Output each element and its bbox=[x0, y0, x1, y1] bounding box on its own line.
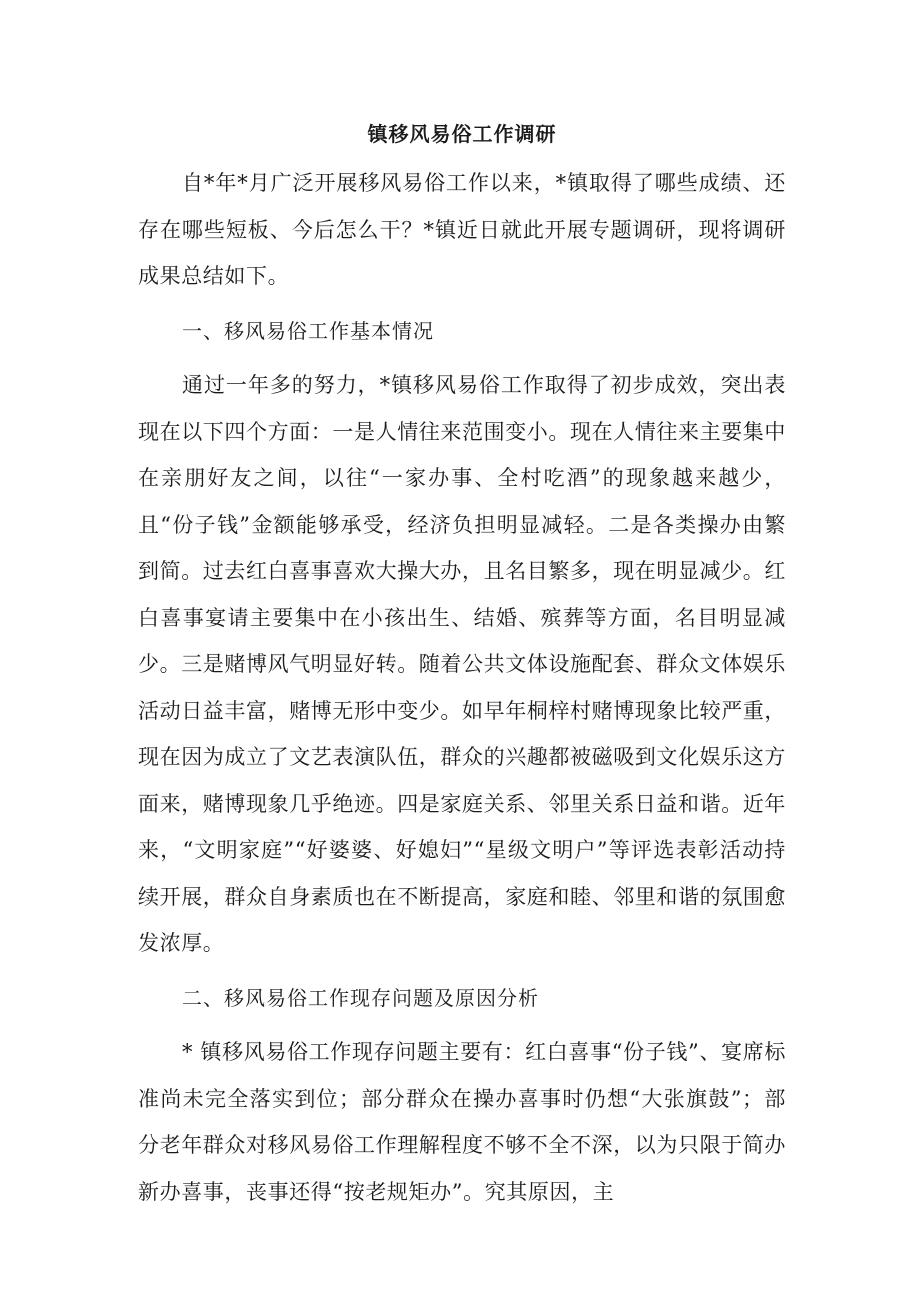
spacer bbox=[138, 1021, 786, 1029]
intro-paragraph: 自*年*月广泛开展移风易俗工作以来，*镇取得了哪些成绩、还存在哪些短板、今后怎么干？*镇近日就此开展专题调研，现将调研成果总结如下。 bbox=[138, 171, 786, 288]
section-1-paragraph: 通过一年多的努力，*镇移风易俗工作取得了初步成效，突出表现在以下四个方面：一是人情往来范围变小。现在人情往来主要集中在亲朋好友之间，以往“一家办事、全村吃酒”的现象越来越少，且“份子钱”金额能够承受，经济负担明显减轻。二是各类操办由繁到简。过去红白喜事喜欢大操大办，且名目繁多，现在明显减少。红白喜事宴请主要集中在小孩出生、结婚、殡葬等方面，名目明显减少。三是赌博风气明显好转。随着公共文体设施配套、群众文体娱乐活动日益丰富，赌博无形中变少。如早年桐梓村赌博现象比较严重，现在因为成立了文艺表演队伍，群众的兴趣都被磁吸到文化娱乐这方面来，赌博现象几乎绝迹。四是家庭关系、邻里关系日益和谐。近年来，“文明家庭”“好婆婆、好媳妇”“星级文明户”等评选表彰活动持续开展，群众自身素质也在不断提高，家庭和睦、邻里和谐的氛围愈发浓厚。 bbox=[138, 373, 786, 955]
section-2-paragraph: * 镇移风易俗工作现存问题主要有：红白喜事“份子钱”、宴席标准尚未完全落实到位；部分群众在操办喜事时仍想“大张旗鼓”；部分老年群众对移风易俗工作理解程度不够不全不深，以为只限于简办新办喜事，丧事还得“按老规矩办”。究其原因，主 bbox=[138, 1040, 786, 1204]
document-title: 镇移风易俗工作调研 bbox=[367, 122, 557, 146]
spacer bbox=[138, 354, 786, 362]
spacer bbox=[138, 300, 786, 308]
section-2-heading: 二、移风易俗工作现存问题及原因分析 bbox=[182, 985, 539, 1010]
document-page bbox=[138, 118, 786, 1215]
spacer bbox=[138, 967, 786, 975]
section-1-heading: 一、移风易俗工作基本情况 bbox=[182, 318, 434, 343]
